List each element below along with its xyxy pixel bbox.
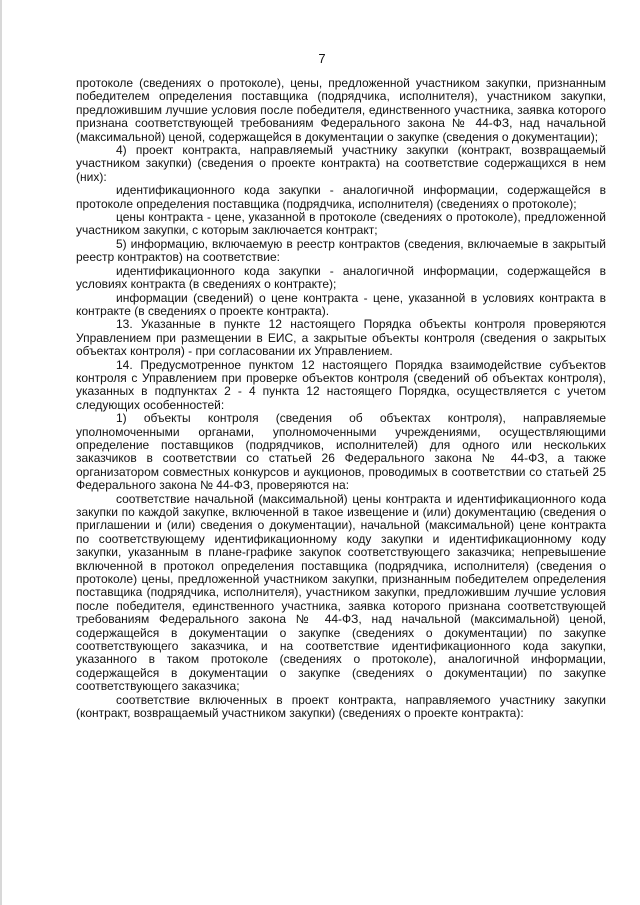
paragraph: соответствие включенных в проект контракта, направляемого участнику закупки (контракт, возвращаемый участником закупки) (сведениях о проекте контракта): [76, 692, 606, 721]
paragraph: информации (сведений) о цене контракта - цене, указанной в условиях контракта в контракте (в сведениях о проекте контракта). [76, 290, 606, 318]
paragraph: 13. Указанные в пункте 12 настоящего Порядка объекты контроля проверяются Управлением при размещении в ЕИС, а закрытые объекты контроля (сведения о закрытых объектах контроля) - при согласовании их Управлением. [76, 317, 606, 359]
paragraph: 5) информацию, включаемую в реестр контрактов (сведения, включаемые в закрытый реестр контрактов) на соответствие: [76, 236, 606, 265]
page-number: 7 [318, 51, 326, 66]
paragraph: 14. Предусмотренное пунктом 12 настоящего Порядка взаимодействие субъектов контроля с Управлением при проверке объектов контроля (сведений об объектах контроля), указанных в подпунктах 2 - 4 пункта 12 настоящего Порядка, осуществляется с учетом следующих особенностей: [76, 357, 606, 412]
paragraph: протоколе (сведениях о протоколе), цены, предложенной участником закупки, признанным победителем определения поставщика (подрядчика, исполнителя), участником закупки, предложившим лучшие условия после победителя, единственного участника, заявка которого признана соответствующей требованиям Федерального закона № 44-ФЗ, над начальной (максимальной) ценой, содержащейся в документации о закупке (сведения о документации); [76, 76, 606, 144]
paragraph: 4) проект контракта, направляемый участнику закупки (контракт, возвращаемый участником закупки) (сведения о проекте контракта) на соответствие содержащихся в нем (них): [76, 143, 606, 184]
paragraph: 1) объекты контроля (сведения об объектах контроля), направляемые уполномоченными органами, уполномоченными учреждениями, осуществляющими определение поставщиков (подрядчиков, исполнителей) для одного или нескольких заказчиков в соответствии со статьей 26 Федерального закона № 44-ФЗ, а также организатором совместных конкурсов и аукционов, проводимых в соответствии со статьей 25 Федерального закона № 44-ФЗ, проверяются на: [76, 411, 606, 493]
paragraph: соответствие начальной (максимальной) цены контракта и идентификационного кода закупки по каждой закупке, включенной в такое извещение и (или) документацию (сведения о приглашении и (или) сведения о документации), начальной (максимальной) цене контракта по соответствующему идентификационному коду закупки и идентификационному коду закупки, указанным в плане-графике закупок соответствующего заказчика; непревышение включенной в протокол определения поставщика (подрядчика, исполнителя) (сведения о протоколе) цены, предложенной участником закупки, признанным победителем определения поставщика (подрядчика, исполнителя), участником закупки, предложившим лучшие условия после победителя, единственного участника, заявка которого признана соответствующей требованиям Федерального закона № 44-ФЗ, над начальной (максимальной) ценой, содержащейся в документации о закупке (сведениях о документации) по закупке соответствующего заказчика, и на соответствие идентификационного кода закупки, указанного в таком протоколе (сведениях о протоколе), аналогичной информации, содержащейся в документации о закупке (сведениях о документации) по закупке соответствующего заказчика; [76, 491, 606, 694]
paragraph: цены контракта - цене, указанной в протоколе (сведениях о протоколе), предложенной участником закупки, с которым заключается контракт; [76, 210, 606, 238]
paragraph: идентификационного кода закупки - аналогичной информации, содержащейся в протоколе определения поставщика (подрядчика, исполнителя) (сведениях о протоколе); [76, 183, 606, 211]
document-body [76, 77, 606, 721]
paragraph: идентификационного кода закупки - аналогичной информации, содержащейся в условиях контракта (в сведениях о контракте); [76, 263, 606, 292]
